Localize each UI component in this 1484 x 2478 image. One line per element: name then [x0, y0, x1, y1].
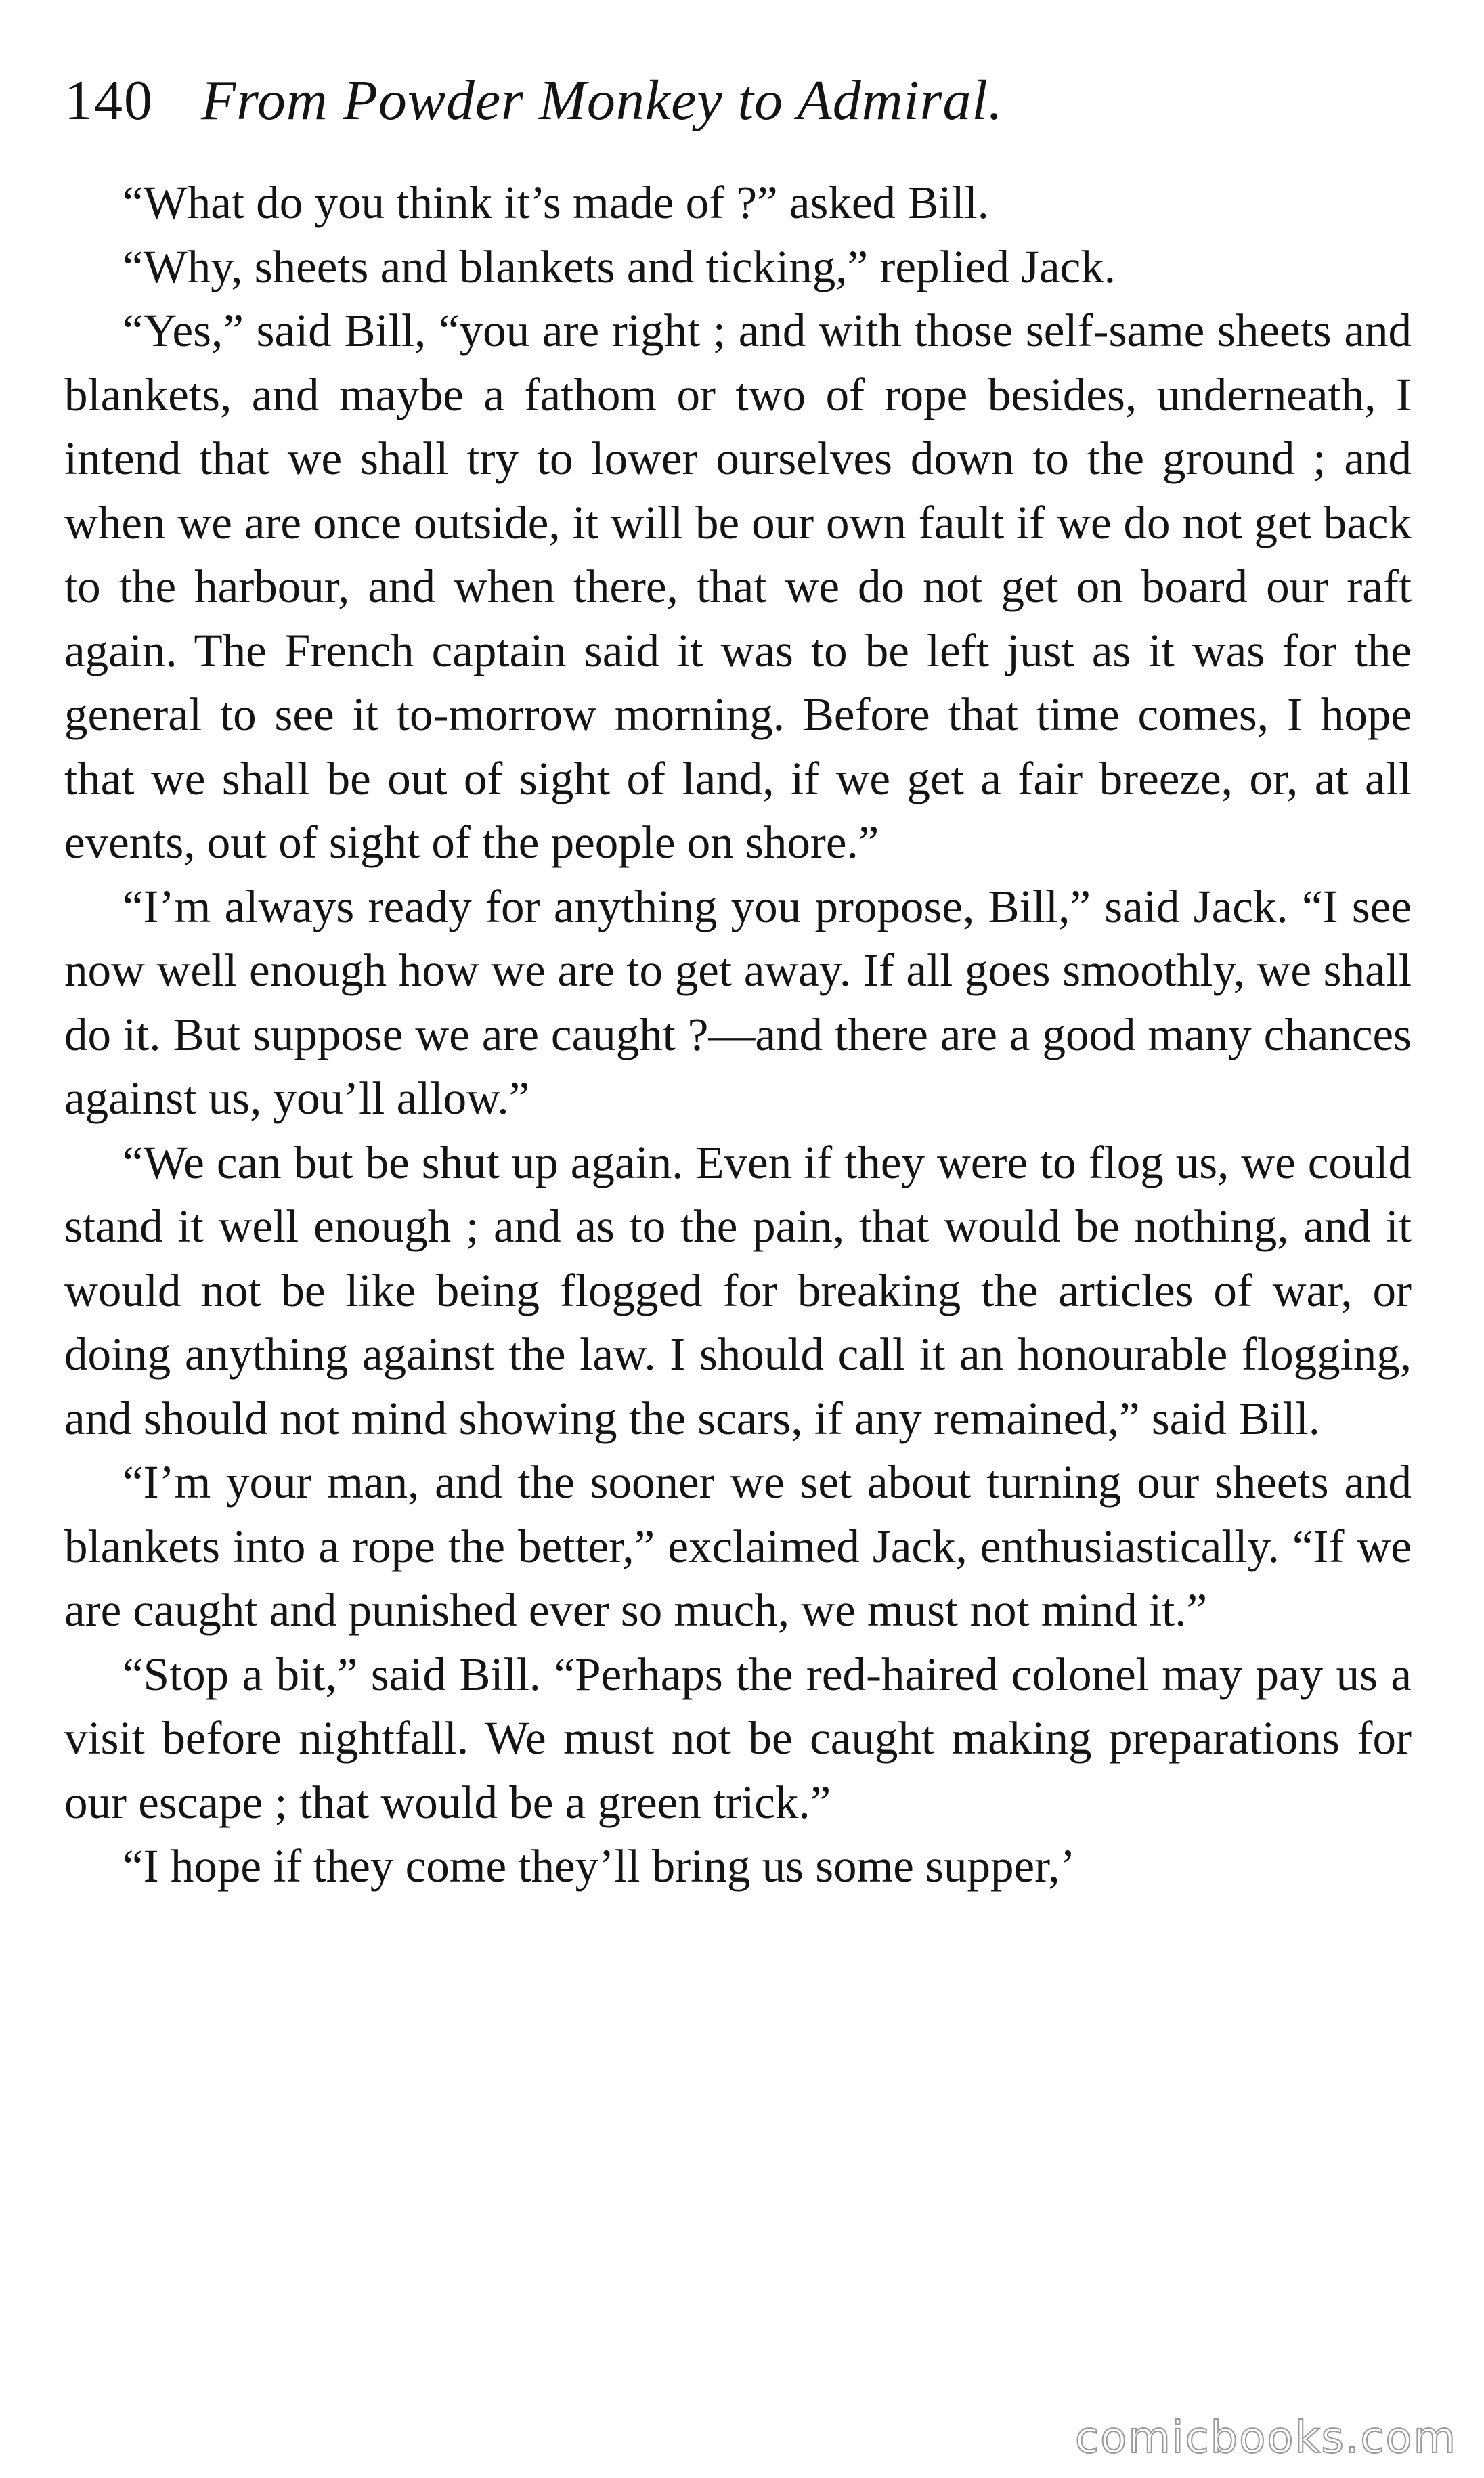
book-title: From Powder Monkey to Admiral. — [201, 69, 1003, 132]
paragraph-3: “Yes,” said Bill, “you are right ; and with those self-same sheets and blankets, and maybe a fathom or two of rope besides, underneath, I intend that we shall try to lower ourselves down to the ground ; and when we are once outside, it will be our own fault if we do not get back to the harbour, and when there, that we do not get on board our raft again. The French captain said it was to be left just as it was for the general to see it to-morrow morning. Before that time comes, I hope that we shall be out of sight of land, if we get a fair breeze, or, at all events, out of sight of the people on shore.” — [64, 305, 1412, 868]
paragraph-6: “I’m your man, and the sooner we set about turning our sheets and blankets into a rope the better,” exclaimed Jack, enthusiastically. “If we are caught and punished ever so much, we must not mind it.” — [64, 1456, 1412, 1636]
paragraph-1: “What do you think it’s made of ?” asked Bill. — [123, 177, 990, 228]
body-text — [64, 171, 1412, 1898]
paragraph-5: “We can but be shut up again. Even if they were to flog us, we could stand it well enough ; and as to the pain, that would be nothing, and it would not be like being flogged for breaking the articles of war, or doing anything against the law. I should call it an honourable flogging, and should not mind showing the scars, if any remained,” said Bill. — [64, 1136, 1412, 1444]
paragraph-2: “Why, sheets and blankets and ticking,” replied Jack. — [123, 240, 1116, 292]
site-watermark: comicbooks.com — [1074, 2413, 1457, 2463]
page-number: 140 — [64, 69, 154, 132]
book-page — [64, 68, 1412, 1898]
paragraph-7: “Stop a bit,” said Bill. “Perhaps the red-haired colonel may pay us a visit before nightfall. We must not be caught making preparations for our escape ; that would be a green trick.” — [64, 1648, 1412, 1828]
paragraph-4: “I’m always ready for anything you propose, Bill,” said Jack. “I see now well enough how we are to get away. If all goes smoothly, we shall do it. But suppose we are caught ?—and there are a good many chances against us, you’ll allow.” — [64, 880, 1412, 1124]
running-head — [64, 68, 1412, 142]
paragraph-8: “I hope if they come they’ll bring us some supper,’ — [123, 1840, 1076, 1892]
